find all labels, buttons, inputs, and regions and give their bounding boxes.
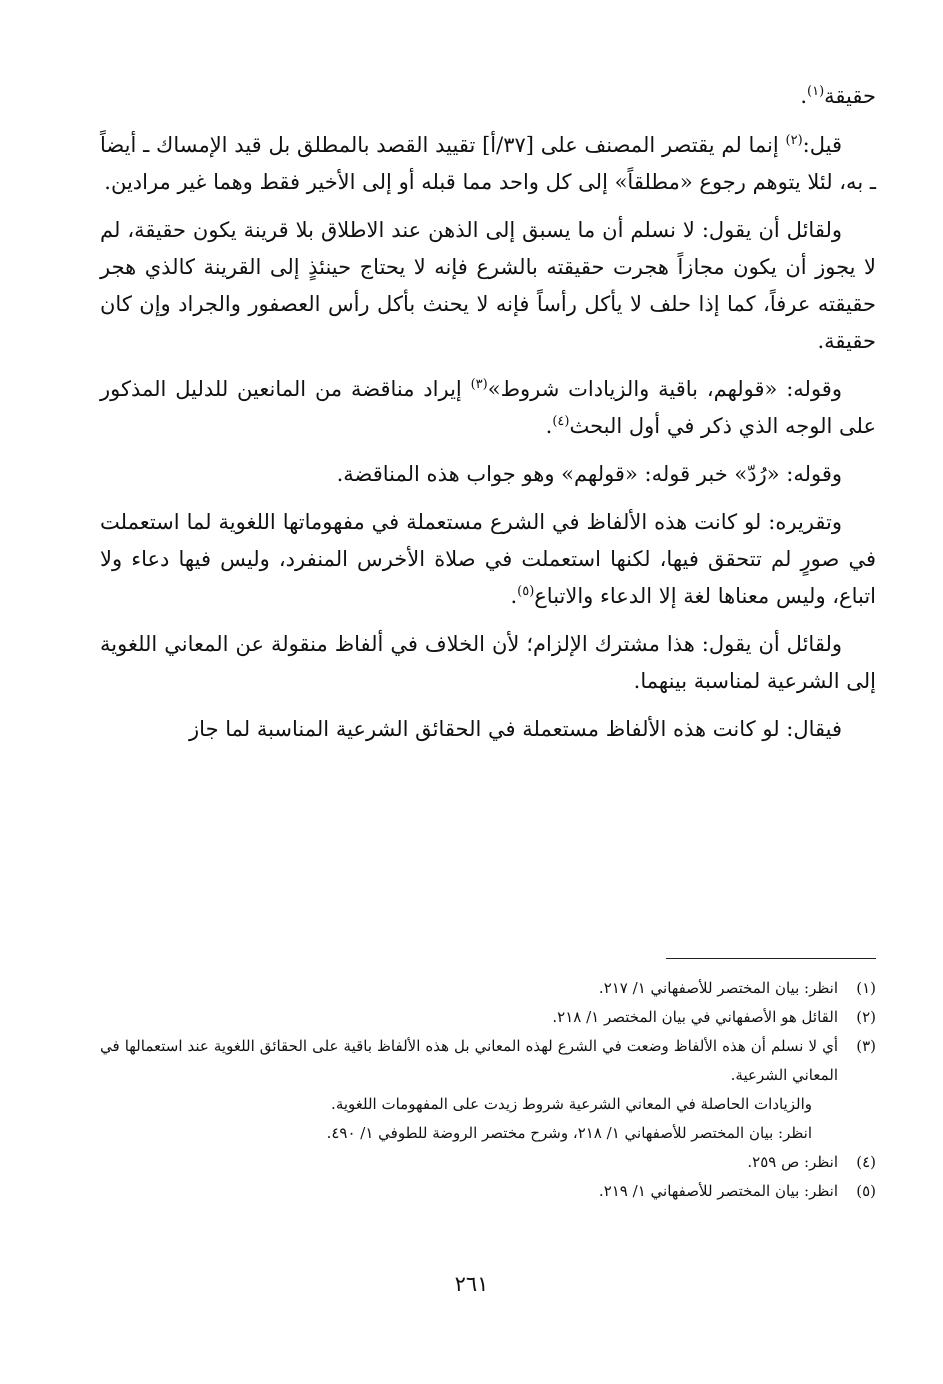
paragraph-7: ولقائل أن يقول: هذا مشترك الإلزام؛ لأن الخلاف في ألفاظ منقولة عن المعاني اللغوية إلى الشرعية لمناسبة بينهما. [100,632,876,693]
page-number: ٢٦١ [454,1272,489,1296]
footnote-text: انظر: بيان المختصر للأصفهاني ١/ ٢١٩. [598,1182,838,1200]
footnote-ref-3[interactable]: (٣) [470,377,488,392]
footnote-number: (٢) [856,1008,876,1026]
footnote-2 [100,1003,876,1032]
paragraph-3: ولقائل أن يقول: لا نسلم أن ما يسبق إلى الذهن عند الاطلاق بلا قرينة يكون حقيقة، لم لا يجوز أن يكون مجازاً هجرت حقيقته بالشرع فإنه لا يحتاج حينئذٍ إلى القرينة كالذي هجر حقيقته عرفاً، كما إذا حلف لا يأكل رأساً فإنه لا يحنث بأكل رأس العصفور والجراد وإن كان حقيقة. [100,218,876,353]
footnote-text: انظر: بيان المختصر للأصفهاني ١/ ٢١٨، وشرح مختصر الروضة للطوفي ١/ ٤٩٠. [326,1124,812,1142]
footnote-1 [100,974,876,1003]
footnote-divider [666,958,876,959]
footnote-ref-5[interactable]: (٥) [517,584,535,599]
paragraph-1: حقيقة$^{(١)}$. [800,84,876,108]
footnote-3-continuation [100,1090,876,1119]
paragraph-5: وقوله: «رُدّ» خبر قوله: «قولهم» وهو جواب هذه المناقضة. [336,462,842,486]
footnote-text: القائل هو الأصفهاني في بيان المختصر ١/ ٢١٨. [552,1008,838,1026]
footnote-text: والزيادات الحاصلة في المعاني الشرعية شروط زيدت على المفهومات اللغوية. [331,1095,812,1113]
footnote-text: أي لا نسلم أن هذه الألفاظ وضعت في الشرع لهذه المعاني بل هذه الألفاظ باقية على الحقائق اللغوية عند استعمالها في المعاني الشرعية. [100,1037,838,1084]
footnote-text: انظر: بيان المختصر للأصفهاني ١/ ٢١٧. [598,979,838,997]
footnote-ref-2[interactable]: (٢) [785,133,803,148]
footnote-number: (٤) [856,1153,876,1171]
footnote-ref-1[interactable]: (١) [807,84,825,99]
paragraph-4: وقوله: «قولهم، باقية والزيادات شروط»$^{(٣)}$ إيراد مناقضة من المانعين للدليل المذكور على الوجه الذي ذكر في أول البحث$^{(٤)}$. [100,377,876,438]
footnote-number: (٥) [856,1182,876,1200]
footnote-4 [100,1148,876,1177]
footnote-5 [100,1177,876,1206]
footnote-ref-4[interactable]: (٤) [552,414,570,429]
paragraph-6: وتقريره: لو كانت هذه الألفاظ في الشرع مستعملة في مفهوماتها اللغوية لما استعملت في صورٍ لم تتحقق فيها، لكنها استعملت في صلاة الأخرس المنفرد، وليس فيها دعاء ولا اتباع، وليس معناها لغة إلا الدعاء والاتباع$^{(٥)}$. [100,510,876,608]
footnote-text: انظر: ص ٢٥٩. [747,1153,838,1171]
footnote-number: (٣) [856,1037,876,1055]
paragraph-8: فيقال: لو كانت هذه الألفاظ مستعملة في الحقائق الشرعية المناسبة لما جاز [189,717,842,741]
paragraph-2: قيل:$^{(٢)}$ إنما لم يقتصر المصنف على [٣٧/أ] تقييد القصد بالمطلق بل قيد الإمساك ـ أيضاً ـ به، لئلا يتوهم رجوع «مطلقاً» إلى كل واحد مما قبله أو إلى الأخير فقط وهما غير مرادين. [100,133,876,194]
footnote-3 [100,1032,876,1090]
footnote-number: (١) [856,979,876,997]
footnotes [100,974,876,1206]
footnote-3-reference [100,1119,876,1148]
main-text [100,78,876,759]
